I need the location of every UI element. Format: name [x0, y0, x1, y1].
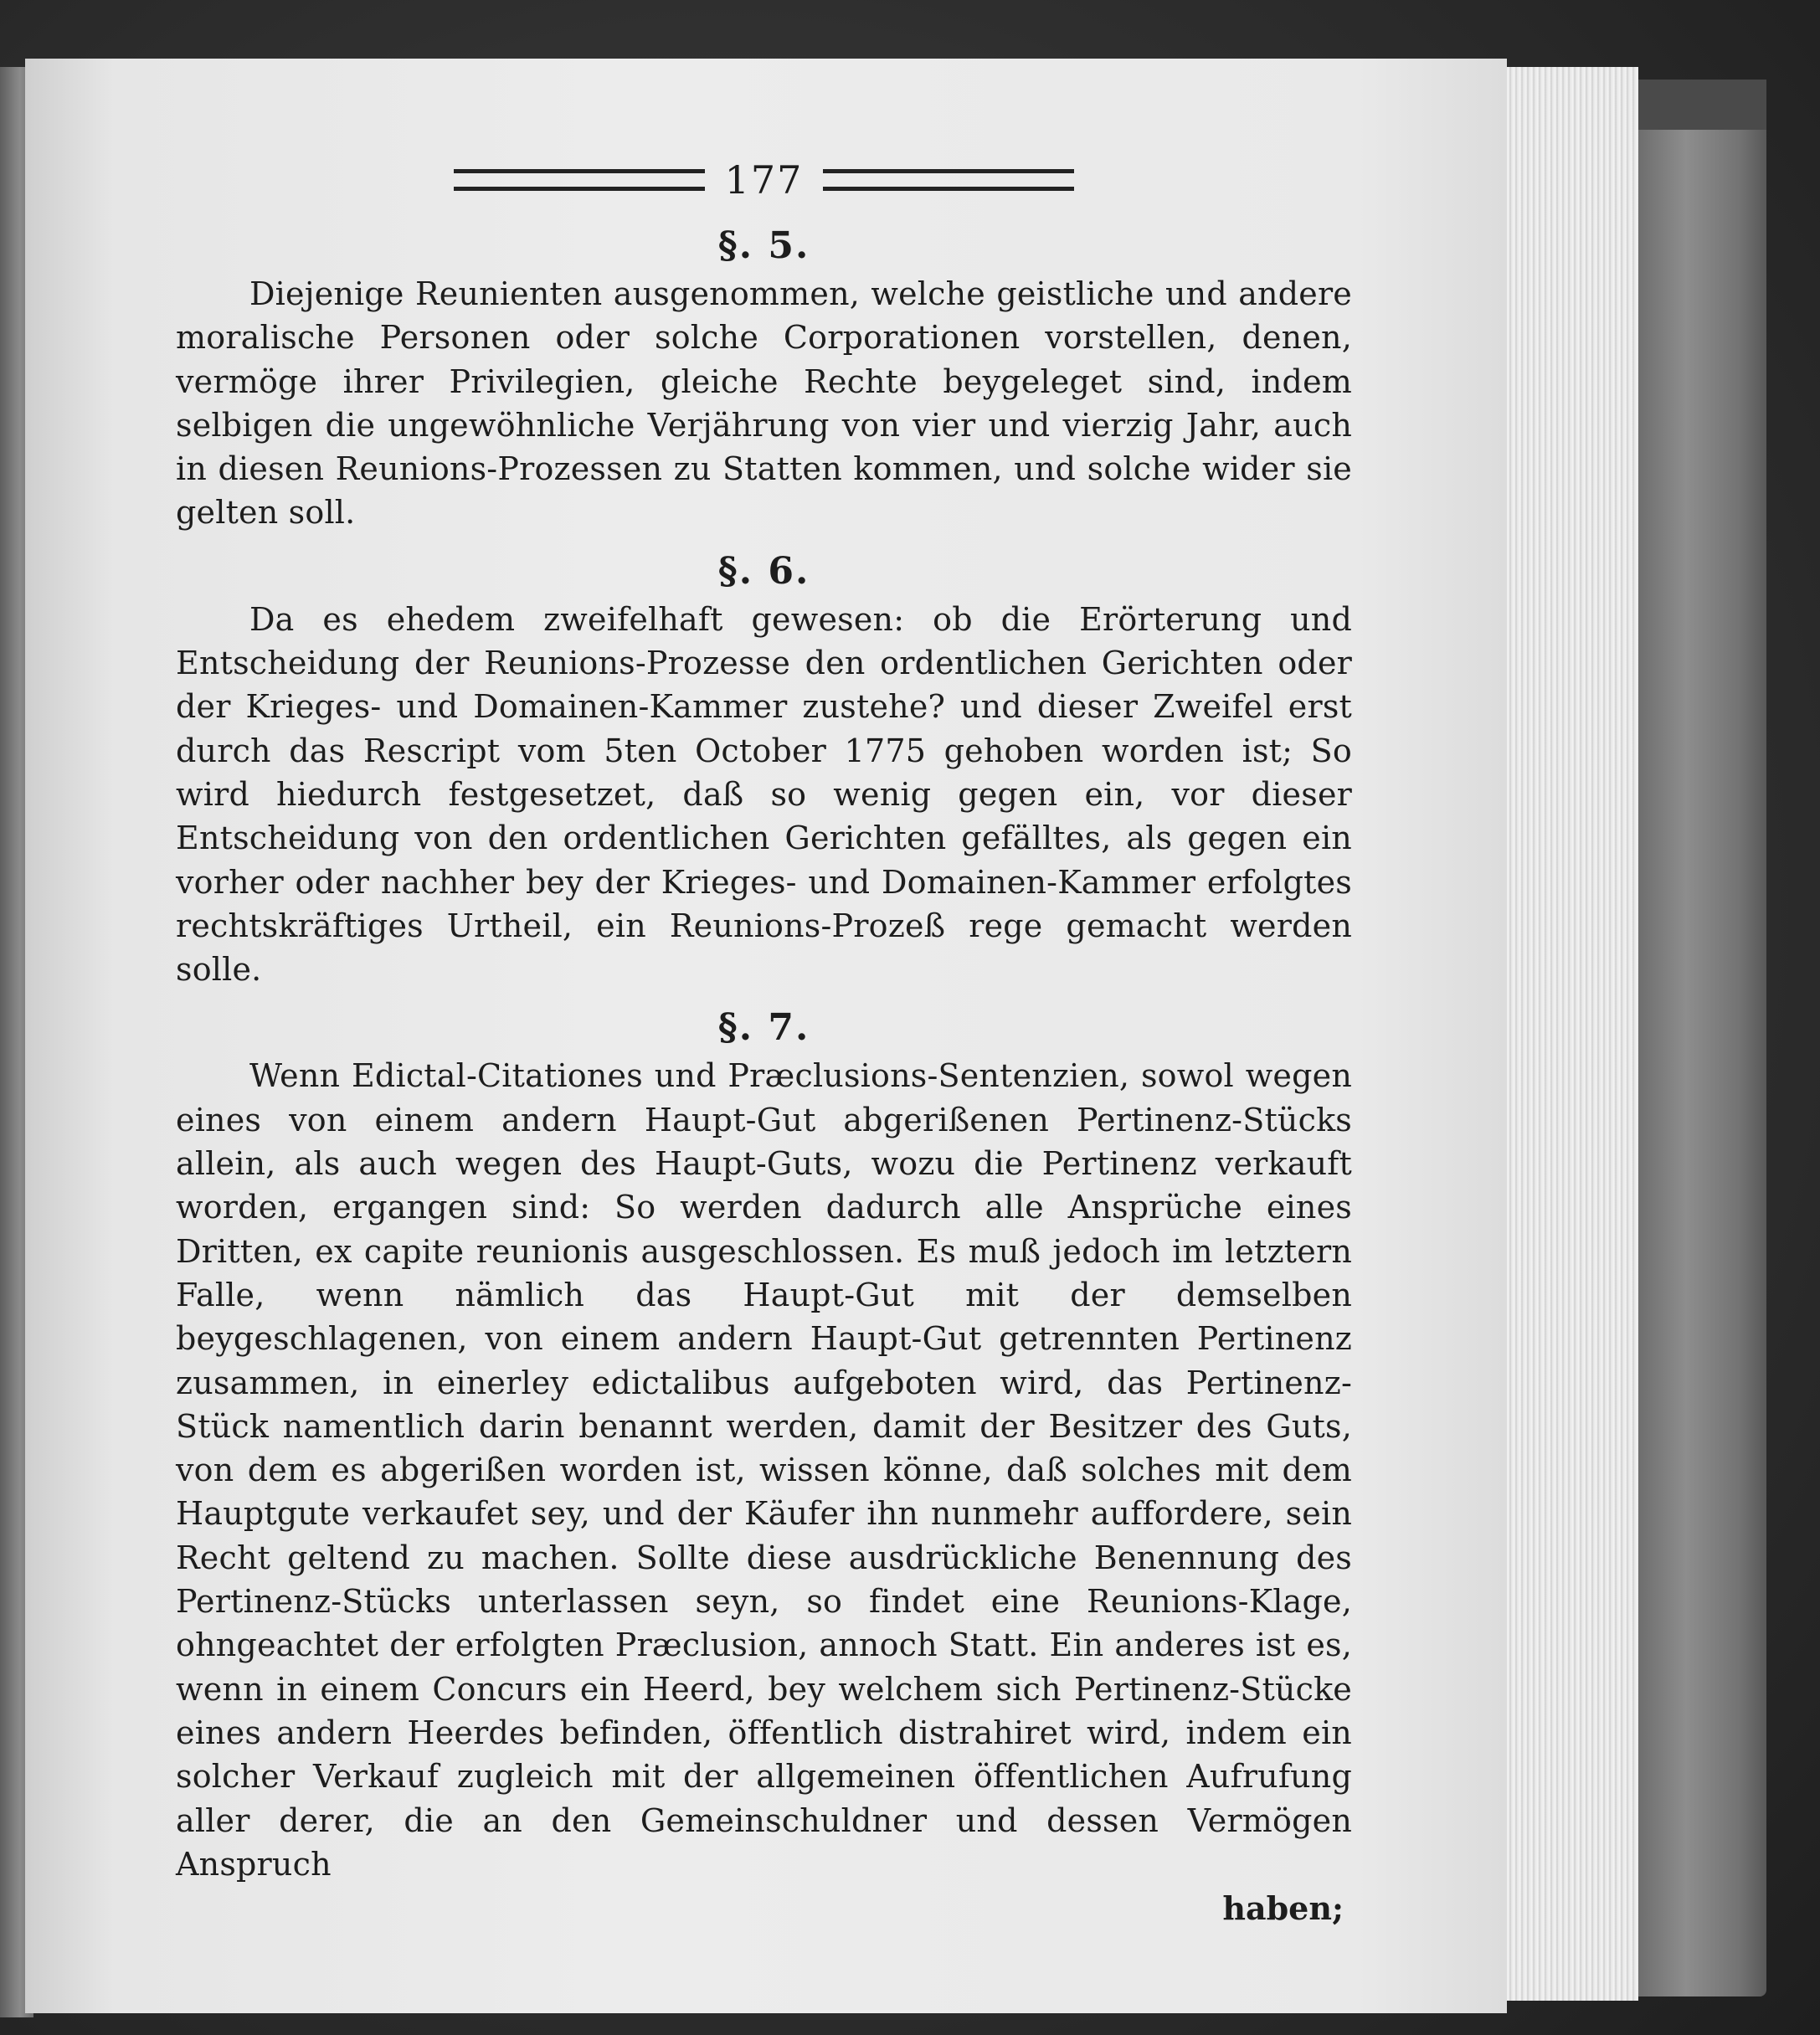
header-rule-left [454, 169, 705, 191]
page-header [176, 151, 1352, 209]
section-heading-6: §. 6. [717, 549, 810, 593]
section-paragraph-5: Diejenige Reunienten ausgenommen, welche geistliche und andere moralische Personen oder solche Corporationen vorstellen, denen, vermöge ihrer Privilegien, gleiche Rechte beygeleget sind, indem selbigen die ungewöhnliche Verjährung von vier und vierzig Jahr, auch in diesen Reunions-Prozessen zu Statten kommen, und solche wider sie gelten soll. [176, 275, 1352, 532]
section-paragraph-7: Wenn Edictal-Citationes und Præclusions-Sentenzien, sowol wegen eines von einem andern Haupt-Gut abgerißenen Pertinenz-Stücks allein, als auch wegen des Haupt-Guts, wozu die Pertinenz verkauft worden, ergangen sind: So werden dadurch alle Ansprüche eines Dritten, ex capite reunionis ausgeschlossen. Es muß jedoch im letztern Falle, wenn nämlich das Haupt-Gut mit der demselben beygeschlagenen, von einem andern Haupt-Gut getrennten Pertinenz zusammen, in einerley edictalibus aufgeboten wird, das Pertinenz-Stück namentlich darin benannt werden, damit der Besitzer des Guts, von dem es abgerißen worden ist, wissen könne, daß solches mit dem Hauptgute verkaufet sey, und der Käufer ihn nunmehr auffordere, sein Recht geltend zu machen. Sollte diese ausdrückliche Benennung des Pertinenz-Stücks unterlassen seyn, so findet eine Reunions-Klage, ohngeachtet der erfolgten Præclusion, annoch Statt. Ein anderes ist es, wenn in einem Concurs ein Heerd, bey welchem sich Pertinenz-Stücke eines andern Heerdes befinden, öffentlich distrahiret wird, indem ein solcher Verkauf zugleich mit der allgemeinen öffentlichen Aufrufung aller derer, die an den Gemeinschuldner und dessen Vermögen Anspruch [176, 1057, 1352, 1883]
header-rule-right [823, 169, 1074, 191]
section-heading-5: §. 5. [717, 224, 810, 267]
book-page [25, 59, 1507, 2013]
book-cover-edge [1632, 80, 1766, 1996]
page-number: 177 [724, 157, 804, 203]
page-text-block [176, 151, 1352, 1927]
section-paragraph-6: Da es ehedem zweifelhaft gewesen: ob die Erörterung und Entscheidung der Reunions-Prozesse den ordentlichen Gerichten oder der Krieges- und Domainen-Kammer zustehe? und dieser Zweifel erst durch das Rescript vom 5ten October 1775 gehoben worden ist; So wird hiedurch festgesetzet, daß so wenig gegen ein, vor dieser Entscheidung von den ordentlichen Gerichten gefälltes, als gegen ein vorher oder nachher bey der Krieges- und Domainen-Kammer erfolgtes rechtskräftiges Urtheil, ein Reunions-Prozeß rege gemacht werden solle. [176, 600, 1352, 989]
page-stack-edges [1499, 67, 1638, 2001]
catchword: haben; [1222, 1889, 1344, 1928]
book-cover-top [1637, 80, 1766, 130]
section-heading-7: §. 7. [717, 1006, 810, 1050]
